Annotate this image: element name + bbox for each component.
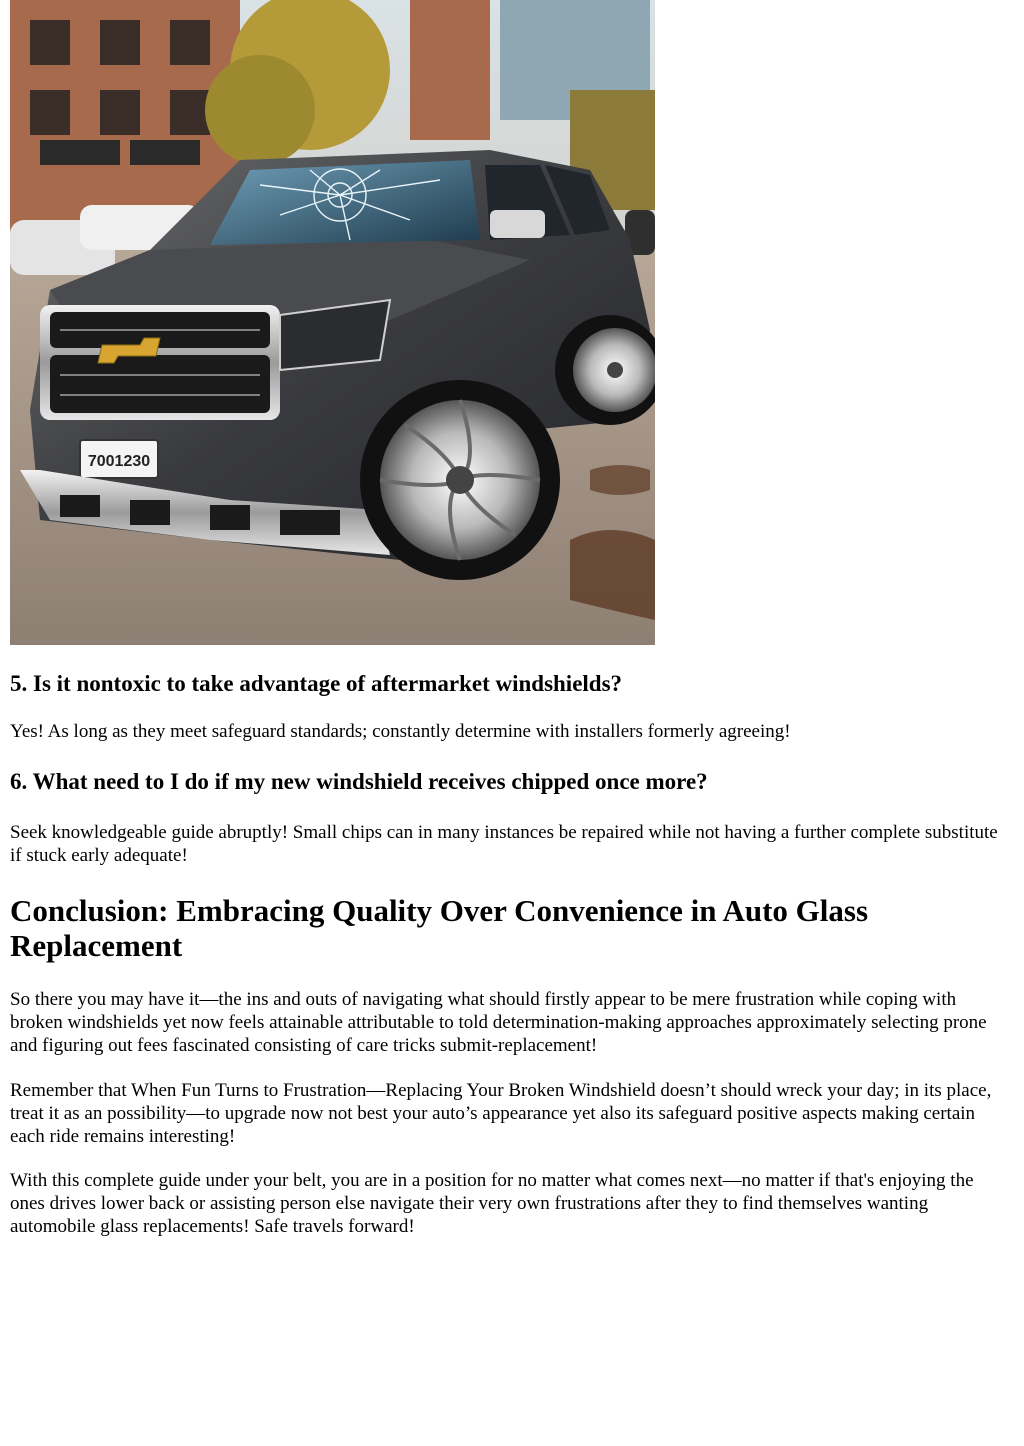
suv-cracked-windshield-icon — [10, 0, 655, 645]
conclusion-paragraph: With this complete guide under your belt, you are in a position for no matter what comes next—no matter if that's enjoying the ones drives lower back or assisting person else navigate their very own frustrations after they to find themselves wanting automobile glass replacements! Safe travels forward! — [10, 1170, 974, 1237]
svg-text:7001230: 7001230 — [87, 453, 151, 470]
faq-answer-6: Seek knowledgeable guide abruptly! Small chips can in many instances be repaired while not having a further complete substitute if stuck early adequate! — [10, 822, 998, 866]
faq-question-5: 5. Is it nontoxic to take advantage of aftermarket windshields? — [10, 671, 623, 696]
conclusion-paragraph: Remember that When Fun Turns to Frustration—Replacing Your Broken Windshield doesn’t should wreck your day; in its place, treat it as an possibility—to upgrade now not best your auto’s appearance yet also its safeguard positive aspects making certain each ride remains interesting! — [10, 1080, 992, 1147]
conclusion-paragraph: So there you may have it—the ins and outs of navigating what should firstly appear to be mere frustration while coping with broken windshields yet now feels attainable attributable to told determination-making approaches approximately selecting prone and figuring out fees fascinated consisting of care tricks submit-replacement! — [10, 989, 987, 1056]
faq-answer-5: Yes! As long as they meet safeguard standards; constantly determine with installers formerly agreeing! — [10, 721, 791, 742]
conclusion-heading: Conclusion: Embracing Quality Over Convenience in Auto Glass Replacement — [10, 893, 869, 963]
document-page — [10, 0, 1010, 1237]
suv-photo — [10, 0, 655, 645]
faq-question-6: 6. What need to I do if my new windshield receives chipped once more? — [10, 769, 708, 794]
